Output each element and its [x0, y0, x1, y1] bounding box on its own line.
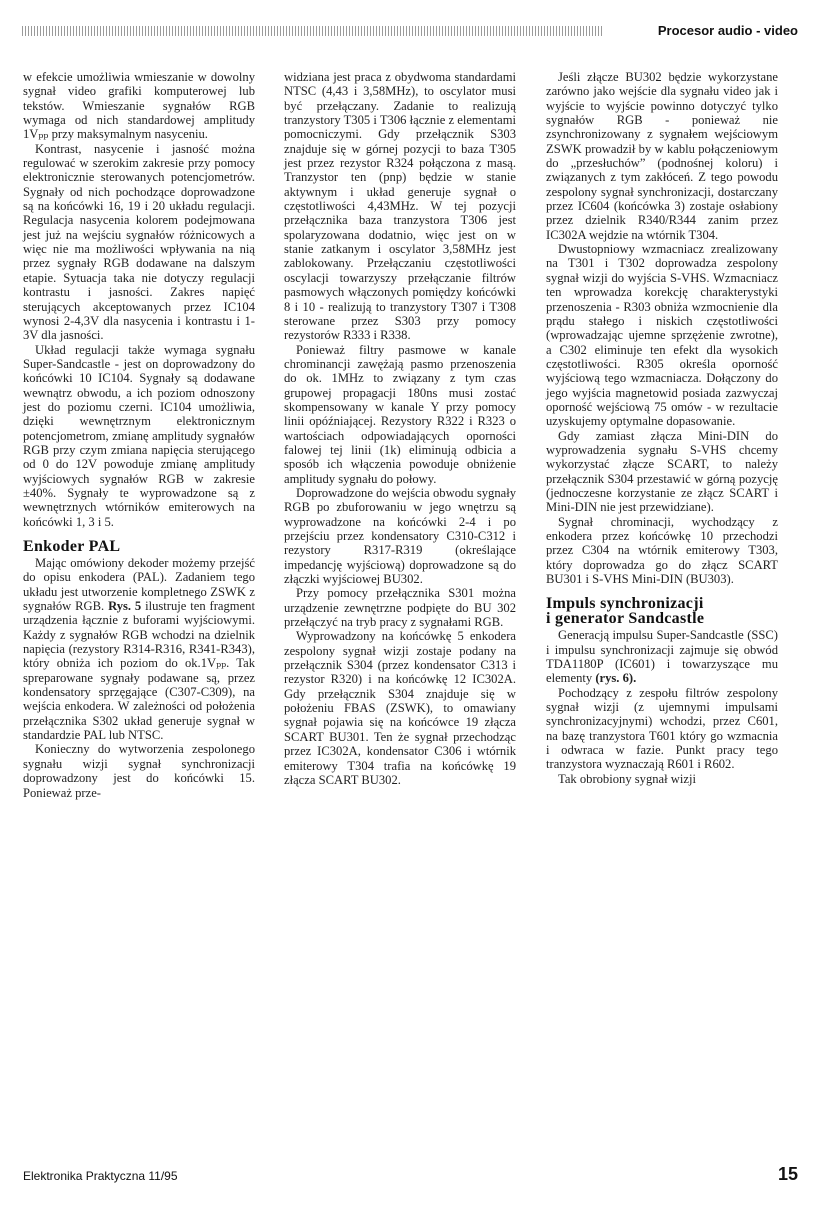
paragraph: Doprowadzone do wejścia obwodu sygnały RGB po zbuforowaniu w jego wnętrzu są wyprowadzone na końcówki 2-4 i po przejściu przez kondensatory C310-C312 i rezystory R317-R319 (określające impedancję wyjściową) doprowadzone są do złączki wyjściowej BU302.	[284, 485, 516, 587]
paragraph-text: Generacją impulsu Super-Sandcastle (SSC) i impulsu synchronizacji zajmuje się obwód TDA1180P (IC601) i towarzyszące mu elementy	[546, 628, 778, 686]
figure-reference: Rys. 5	[108, 599, 142, 614]
paragraph: Jeśli złącze BU302 będzie wykorzystane zarówno jako wejście dla sygnału video jak i wyjście to wyjście powinno dotyczyć tylko sygnałów RGB - ponieważ nie zsynchronizowany z sygnałem wejściowym ZSWK prowadził by w kablu połączeniowym do „przesłuchów” (podnośnej koloru) i związanych z tym zakłóceń. Z tego powodu zespolony sygnał synchronizacji, dostarczany przez IC604 (końcówka 3) zostaje osłabiony przez dzielnik R340/R344 zanim przez IC302A wejdzie na wtórnik T304.	[546, 70, 778, 242]
text-column-2	[284, 70, 516, 787]
paragraph	[546, 628, 778, 685]
paragraph: Gdy zamiast złącza Mini-DIN do wyprowadzenia sygnału S-VHS chcemy wykorzystać złącze SCART, to należy przełącznik S304 przestawić w górną pozycję (jednoczesne korzystanie ze złącz SCART i Mini-DIN nie jest przewidziane).	[546, 428, 778, 515]
paragraph: Układ regulacji także wymaga sygnału Super-Sandcastle - jest on doprowadzony do końcówki 10 IC104. Sygnały są dodawane wewnątrz obwodu, a ich poziom odnoszony jest do poziomu czerni. IC104 umożliwia, dzięki wewnętrznym elektronicznym potencjometrom, zmianę amplitudy sygnałów RGB przy czym zmiana napięcia sterującego od 0 do 12V powoduje zmianę amplitudy wyjściowych sygnałów RGB w zakresie ±40%. Sygnały te wyprowadzone są z wewnętrznych wtórników emiterowych na końcówki 1, 3 i 5.	[23, 342, 255, 529]
footer-magazine-name: Elektronika Praktyczna 11/95	[23, 1169, 178, 1183]
text-column-3	[546, 70, 778, 786]
section-heading-sync-generator	[546, 596, 778, 626]
paragraph-text: Mając omówiony dekoder możemy przejść do opisu enkodera (PAL). Zadaniem tego układu jest utworzenie kompletnego ZSWK z sygnałów RGB.	[23, 556, 255, 614]
paragraph: Kontrast, nasycenie i jasność można regulować w szerokim zakresie przy pomocy elektronicznie sterowanych potencjometrów. Sygnały od nich pochodzące doprowadzone są na końcówki 16, 19 i 20 układu regulacji. Regulacja nasycenia kolorem podejmowana jest już na wejściu sygnałów różnicowych a więc nie ma możliwości wpływania na nią przez sygnały RGB dodawane na dalszym etapie. Sytuacja taka nie dotyczy regulacji kontrastu i jasności. Zakres napięć sterujących akceptowanych przez IC104 wynosi 2-4,3V dla nasycenia i kontrastu i 1-3V dla jasności.	[23, 141, 255, 343]
heading-line: Impuls synchronizacji	[546, 595, 704, 613]
paragraph: Sygnał chrominacji, wychodzący z enkodera przez końcówkę 10 przechodzi przez C304 na wtórnik emiterowy T303, który doprowadza go do złącz SCART BU301 i S-VHS Mini-DIN (BU303).	[546, 514, 778, 587]
paragraph	[23, 556, 255, 742]
paragraph: w efekcie umożliwia wmieszanie w dowolny sygnał video grafiki komputerowej lub tekstów. Wmieszanie sygnałów RGB wymaga od nich standardowej amplitudy 1Vₚₚ przy maksymalnym nasyceniu.	[23, 70, 255, 142]
paragraph: Dwustopniowy wzmacniacz zrealizowany na T301 i T302 doprowadza zespolony sygnał wizji do wyjścia S-VHS. Wzmacniacz ten wprowadza korekcję charakterystyki przenoszenia - R303 obniża wzmocnienie dla prądu stałego i niskich częstotliwości (wprowadzając ujemne sprzężenie zwrotne), a C302 eliminuje ten efekt dla wysokich częstotliwości. R305 określa oporność wyjściową tego wzmacniacza. Dołączony do jego wyjścia magnetowid posiada zazwyczaj oporność wejściową 75 omów - w rezultacie uzyskujemy optymalne dopasowanie.	[546, 242, 778, 429]
figure-reference: (rys. 6).	[595, 671, 637, 686]
paragraph: Wyprowadzony na końcówkę 5 enkodera zespolony sygnał wizji zostaje podany na przełącznik S304 (przez kondensator C313 i rezystor R320) i na końcówkę 12 IC302A. Gdy przełącznik S304 znajduje się w położeniu FBAS (ZSWK), to omawiany sygnał pojawia się na końcówce 19 złącza SCART BU301. Ten że sygnał przechodząc przez IC302A, kondensator C306 i wtórnik emiterowy T304 trafia na końcówkę 19 złącza SCART BU302.	[284, 629, 516, 787]
paragraph: Tak obrobiony sygnał wizji	[558, 771, 696, 786]
paragraph-text: ilustruje ten fragment urządzenia łącznie z buforami wyjściowymi. Każdy z sygnałów RGB wchodzi na dzielnik napięcia (rezystory R314-R316, R341-R343), który obniża ich poziom do ok.1Vₚₚ. Tak spreparowane sygnały podawane są, przez kondensatory sprzęgające (C307-C309), na wejścia enkodera. W zależności od położenia przełącznika S302 układ generuje sygnał w standardzie PAL lub NTSC.	[23, 599, 255, 743]
footer-page-number: 15	[777, 1164, 798, 1184]
heading-line: i generator Sandcastle	[546, 610, 705, 628]
header-decorative-bar	[22, 26, 602, 36]
text-column-1	[23, 70, 255, 800]
section-heading-pal-encoder: Enkoder PAL	[23, 538, 121, 555]
paragraph: widziana jest praca z obydwoma standardami NTSC (4,43 i 3,58MHz), to oscylator musi być przełączany. Zadanie to realizują tranzystory T305 i T306 łącznie z elementami pomocniczymi. Gdy przełącznik S303 znajduje się w górnej pozycji to baza T305 jest przez rezystor R324 połączona z masą. Tranzystor ten (pnp) będzie w stanie aktywnym i układ generuje sygnał o częstotliwości 4,43MHz. W tej pozycji przełącznika baza tranzystora T306 jest spolaryzowana dodatnio, więc jest on w stanie zatkanym i oscylator 3,58MHz jest zablokowany. Przełączaniu częstotliwości oscylacji towarzyszy przełączanie filtrów pasmowych włączonych pomiędzy końcówki 8 i 10 - realizują to tranzystory T307 i T308 sterowane przez S303 przy pomocy rezystorów R333 i R338.	[284, 70, 516, 343]
paragraph: Przy pomocy przełącznika S301 można urządzenie zewnętrzne podpięte do BU 302 przełączyć na tryb pracy z sygnałami RGB.	[284, 586, 516, 630]
paragraph: Ponieważ filtry pasmowe w kanale chrominancji zawężają pasmo przenoszenia do ok. 1MHz to związany z tym czas grupowej propagacji 180ns musi zostać skompensowany w kanale Y przy pomocy linii opóźniającej. Rezystory R322 i R323 o wartościach odpowiadających oporności falowej tej linii (1k) eliminują odbicia a sposób ich włączenia powoduje obniżenie amplitudy sygnału do połowy.	[284, 342, 516, 486]
paragraph: Konieczny do wytworzenia zespolonego sygnału wizji sygnał synchronizacji doprowadzony jest do końcówki 15. Ponieważ prze-	[23, 742, 255, 800]
paragraph: Pochodzący z zespołu filtrów zespolony sygnał wizji (z ujemnymi impulsami synchronizacyjnymi) wchodzi, przez C601, na bazę tranzystora T601 który go wzmacnia i odwraca w fazie. Punkt pracy tego tranzystora wyznaczają R601 i R602.	[546, 685, 778, 772]
page-section-title: Procesor audio - video	[657, 23, 798, 38]
